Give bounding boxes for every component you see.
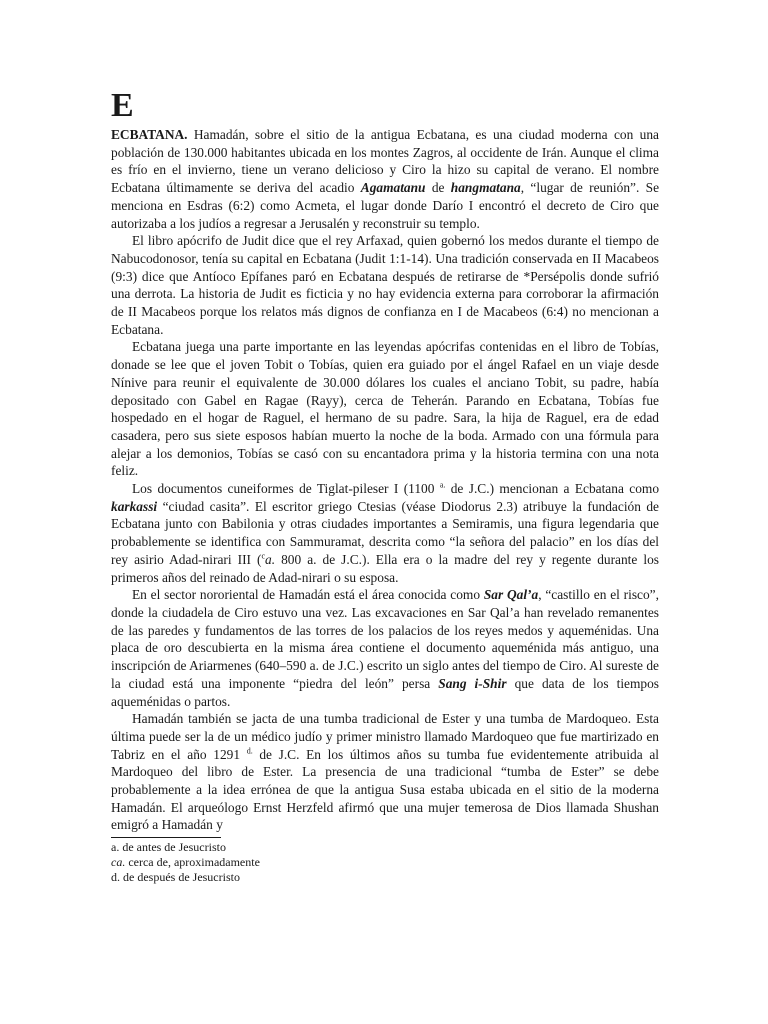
p6-text-1: Hamadán también se jacta de una tumba tradicional de Ester y una tumba de Mardoqueo. Esta última puede ser la de un médico judío y primer ministro llamado Mardoqueo que fue martirizado en Tabriz en el año 1291 (111, 711, 659, 762)
footnote-divider (111, 837, 221, 838)
p4-sup-a: a. (439, 480, 446, 490)
entry-paragraph-1 (111, 126, 659, 232)
p1-text-2: de (425, 180, 451, 196)
p1-text-1: Hamadán, sobre el sitio de la antigua Ecbatana, es una ciudad moderna con una población de 130.000 habitantes ubicada en los montes Zagros, al occidente de Irán. Aunque el clima es frío en el invierno, tiene un verano delicioso y Ciro la hizo su capital de verano. El nombre Ecbatana últimamente se deriva del acadio (111, 127, 659, 196)
document-page (111, 86, 659, 885)
section-letter: E (111, 87, 134, 124)
entry-paragraph-2: El libro apócrifo de Judit dice que el rey Arfaxad, quien gobernó los medos durante el tiempo de Nabucodonosor, tenía su capital en Ecbatana (Judit 1:1-14). Una tradición conservada en II Macabeos (9:3) dice que Antíoco Epífanes paró en Ecbatana después de retirarse de *Persépolis donde sufrió una derrota. La historia de Judit es ficticia y no hay evidencia externa para corroborar la afirmación de II Macabeos porque los relatos más dignos de confianza en I de Macabeos (6:4) no mencionan a Ecbatana. (111, 233, 659, 337)
footnote-3 (111, 870, 659, 885)
p6-sup-d: d. (246, 746, 253, 756)
p4-text-1: Los documentos cuneiformes de Tiglat-pileser I (1100 (132, 481, 440, 497)
footnote-3-text: de después de Jesucristo (120, 870, 240, 885)
p5-term-sang-i-shir: Sang i-Shir (438, 675, 507, 691)
p1-text-3: , “lugar de reunión”. Se menciona en Esdras (6:2) como Acmeta, el lugar donde Darío I encontró el decreto de Ciro que autorizaba a los judíos a regresar a Jerusalén y reconstruir su templo. (111, 180, 660, 231)
p1-term-hangmatana: hangmatana (450, 180, 521, 196)
footnote-1-mark: a. (111, 840, 120, 855)
p4-sup-c: c (261, 551, 266, 561)
footnote-2-text: cerca de, aproximadamente (125, 855, 260, 870)
p4-term-karkassi: karkassi (111, 498, 158, 514)
footnote-2-mark: ca. (111, 855, 126, 870)
p4-text-3: “ciudad casita”. El escritor griego Ctesias (véase Diodorus 2.3) atribuye la fundación de Ecbatana junto con Babilonia y otras ciudades importantes a Semiramis, una figura legendaria que probablemente se identifica con Sammuramat, descrita como “la señora del palacio” en los días del rey asirio Adad-nirari III ( (111, 498, 659, 567)
p1-term-agamatanu: Agamatanu (360, 180, 426, 196)
p6-text-2: de J.C. En los últimos años su tumba fue evidentemente atribuida al Mardoqueo del libro de Ester. La presencia de una tradicional “tumba de Ester” se debe probablemente a la idea errónea de que la antigua Susa estaba ubicada en el sitio de la moderna Hamadán. El arqueólogo Ernst Herzfeld afirmó que una mujer temerosa de Dios llamada Shushan emigró a Hamadán y (111, 746, 659, 833)
footnote-1-text: de antes de Jesucristo (119, 840, 226, 855)
entry-paragraph-5 (111, 586, 659, 710)
p4-text-2: de J.C.) mencionan a Ecbatana como (445, 481, 660, 497)
entry-paragraph-3: Ecbatana juega una parte importante en las leyendas apócrifas contenidas en el libro de Tobías, donade se lee que el joven Tobit o Tobías, quien era guiado por el ángel Rafael en un viaje desde Nínive para reunir el equivalente de 30.000 dólares los cuales el anciano Tobit, su padre, había depositado con Gabel en Ragae (Rayy), cerca de Teherán. Parando en Ecbatana, Tobías fue hospedado en el hogar de Raguel, el hermano de su padre. Sara, la hija de Raguel, era de edad casadera, pero sus siete esposos habían muerto la noche de la boda. Armado con una fórmula para alejar a los demonios, Tobías se casó con su encantadora prima y la historia termina con una nota feliz. (111, 339, 659, 479)
p4-term-ca: a. (265, 551, 276, 567)
p5-text-1: En el sector nororiental de Hamadán está el área conocida como (132, 587, 484, 603)
entry-paragraph-4 (111, 480, 659, 586)
p5-term-sar-qala: Sar Qal’a (483, 587, 539, 603)
footnote-2 (111, 855, 659, 870)
p4-text-4: 800 a. de J.C.). Ella era o la madre del rey y regente durante los primeros años del reinado de Adad-nirari o su esposa. (111, 551, 659, 585)
p5-text-3: que data de los tiempos aqueménidas o partos. (111, 675, 659, 709)
footnote-3-mark: d. (111, 870, 120, 885)
entry-paragraph-6 (111, 710, 659, 834)
entry-headword: ECBATANA. (111, 127, 188, 142)
p5-text-2: , “castillo en el risco”, donde la ciudadela de Ciro estuvo una vez. Las excavaciones en Sar Qal’a han revelado remanentes de las paredes y fundamentos de las torres de los palacios de los reyes medos y aqueménidas. Una placa de oro descubierta en la misma área contiene el documento aqueménida más antiguo, una inscripción de Ariarmenes (640–590 a. de J.C.) escrito un siglo antes del tiempo de Ciro. Al sureste de la ciudad está una imponente “piedra del león” persa (111, 587, 659, 691)
footnote-1 (111, 840, 659, 855)
